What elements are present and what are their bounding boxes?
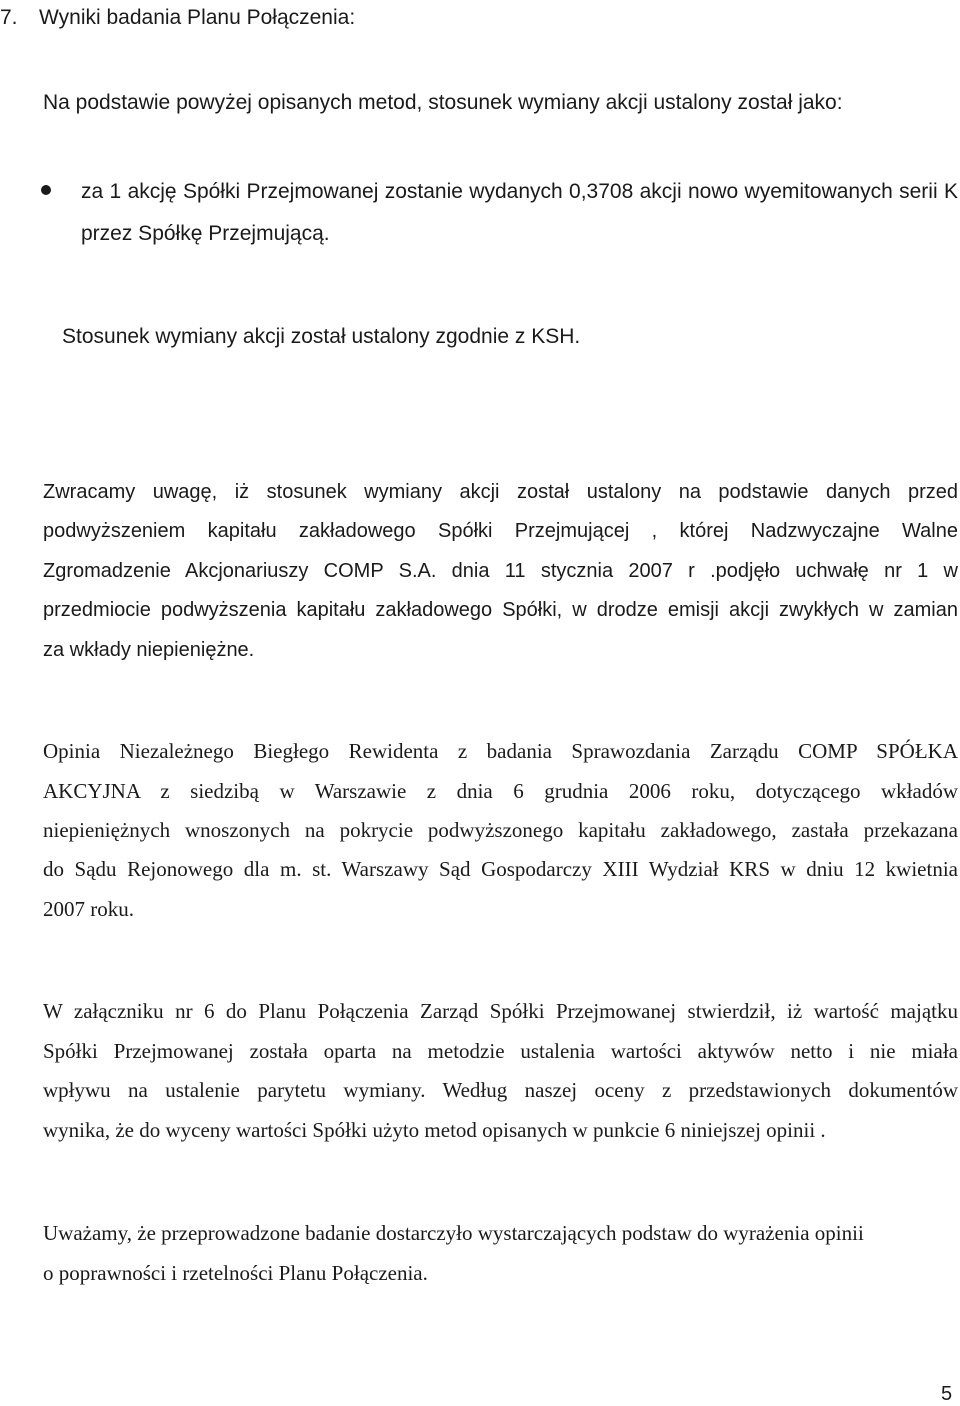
section-title: Wyniki badania Planu Połączenia: (39, 6, 356, 29)
paragraph-line: wpływu na ustalenie parytetu wymiany. Według naszej oceny z przedstawionych dokumentów (43, 1078, 958, 1102)
paragraph-line: niepieniężnych wnoszonych na pokrycie podwyższonego kapitału zakładowego, zastała przekazana (43, 818, 958, 842)
intro-text: Na podstawie powyżej opisanych metod, stosunek wymiany akcji ustalony został jako: (43, 91, 843, 114)
bullet-text-line-1: za 1 akcję Spółki Przejmowanej zostanie wydanych 0,3708 akcji nowo wyemitowanych serii K (81, 180, 958, 203)
paragraph-line: wynika, że do wyceny wartości Spółki użyto metod opisanych w punkcie 6 niniejszej opinii . (43, 1118, 826, 1142)
ksh-note: Stosunek wymiany akcji został ustalony zgodnie z KSH. (62, 325, 581, 348)
paragraph-line: o poprawności i rzetelności Planu Połączenia. (43, 1261, 428, 1285)
paragraph-line: 2007 roku. (43, 897, 134, 921)
paragraph-line: przedmiocie podwyższenia kapitału zakładowego Spółki, w drodze emisji akcji zwykłych w zamian (43, 599, 958, 621)
paragraph-line: AKCYJNA z siedzibą w Warszawie z dnia 6 grudnia 2006 roku, dotyczącego wkładów (43, 779, 958, 803)
paragraph-line: Uważamy, że przeprowadzone badanie dostarczyło wystarczających podstaw do wyrażenia opinii (43, 1221, 864, 1245)
paragraph-line: Spółki Przejmowanej została oparta na metodzie ustalenia wartości aktywów netto i nie miała (43, 1039, 958, 1063)
section-number: 7. (0, 6, 18, 29)
paragraph-line: podwyższeniem kapitału zakładowego Spółki Przejmującej , której Nadzwyczajne Walne (43, 520, 958, 542)
paragraph-line: do Sądu Rejonowego dla m. st. Warszawy Sąd Gospodarczy XIII Wydział KRS w dniu 12 kwietnia (43, 857, 958, 881)
bullet-text-line-2: przez Spółkę Przejmującą. (81, 222, 330, 245)
paragraph-line: Opinia Niezależnego Biegłego Rewidenta z badania Sprawozdania Zarządu COMP SPÓŁKA (43, 739, 958, 763)
paragraph-line: Zgromadzenie Akcjonariuszy COMP S.A. dnia 11 stycznia 2007 r .podjęło uchwałę nr 1 w (43, 560, 958, 582)
paragraph-line: Zwracamy uwagę, iż stosunek wymiany akcji został ustalony na podstawie danych przed (43, 481, 958, 503)
page-number: 5 (941, 1383, 953, 1405)
bullet-icon (41, 185, 51, 195)
paragraph-line: W załączniku nr 6 do Planu Połączenia Zarząd Spółki Przejmowanej stwierdził, iż wartość majątku (43, 999, 958, 1023)
paragraph-line: za wkłady niepieniężne. (43, 639, 255, 661)
